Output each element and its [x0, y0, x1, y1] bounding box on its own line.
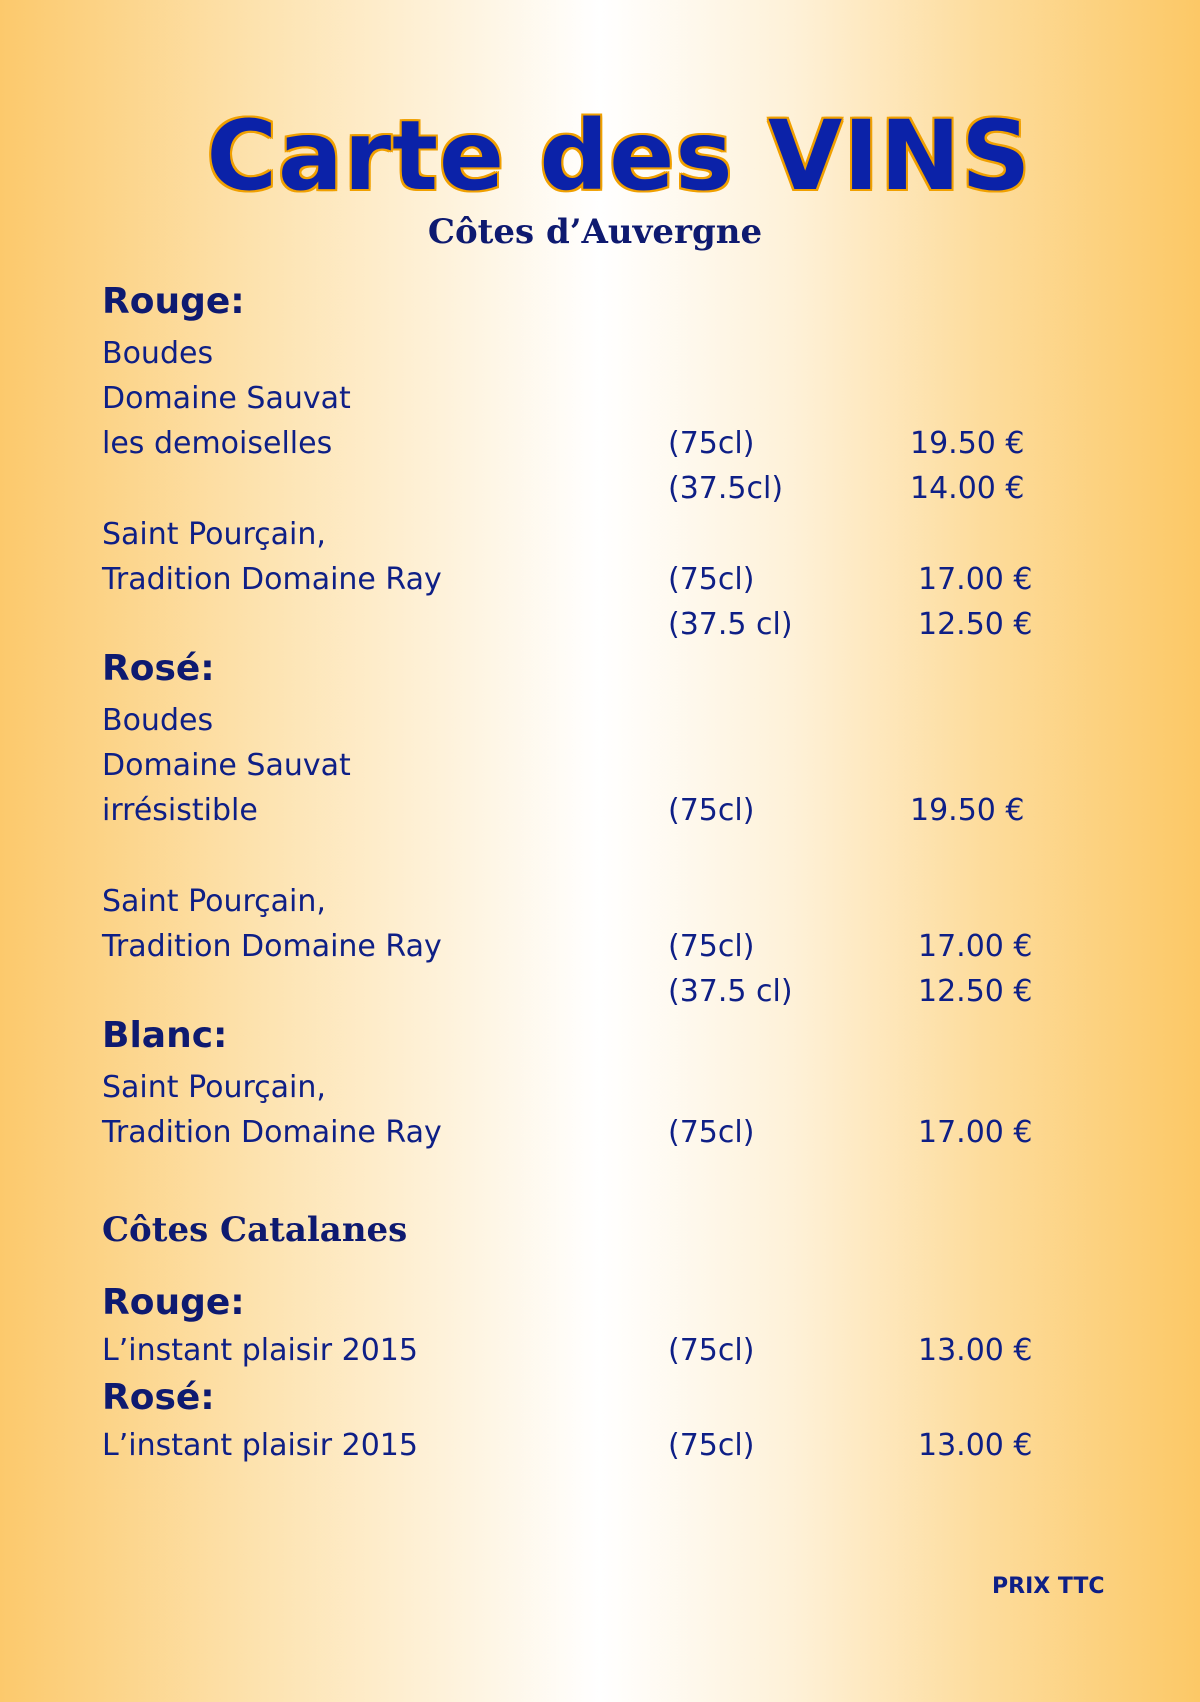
page-title: Carte des VINS — [206, 100, 1032, 212]
wine-line: Domaine Sauvat — [102, 748, 351, 783]
wine-line: L’instant plaisir 2015 — [102, 1333, 418, 1368]
wine-size: (75cl) — [668, 793, 755, 828]
wine-size: (37.5 cl) — [668, 607, 793, 642]
wine-line: Saint Pourçain, — [102, 517, 326, 552]
wine-line: Boudes — [102, 336, 214, 371]
wine-line: Tradition Domaine Ray — [102, 929, 442, 964]
wine-price: 17.00 € — [918, 1115, 1033, 1150]
region-title-auvergne: Côtes d’Auvergne — [427, 212, 763, 252]
wine-size: (75cl) — [668, 1428, 755, 1463]
wine-line: L’instant plaisir 2015 — [102, 1428, 418, 1463]
wine-size: (75cl) — [668, 426, 755, 461]
wine-line: Saint Pourçain, — [102, 884, 326, 919]
region-title-catalanes: Côtes Catalanes — [102, 1210, 408, 1250]
category-rose-catalanes: Rosé: — [102, 1377, 215, 1418]
wine-line: les demoiselles — [102, 426, 333, 461]
wine-price: 17.00 € — [918, 929, 1033, 964]
wine-line: Saint Pourçain, — [102, 1070, 326, 1105]
wine-size: (75cl) — [668, 929, 755, 964]
wine-size: (75cl) — [668, 562, 755, 597]
wine-line: irrésistible — [102, 793, 258, 828]
wine-line: Boudes — [102, 703, 214, 738]
wine-price: 13.00 € — [918, 1333, 1033, 1368]
price-note: PRIX TTC — [992, 1574, 1105, 1599]
wine-line: Tradition Domaine Ray — [102, 1115, 442, 1150]
wine-line: Domaine Sauvat — [102, 381, 351, 416]
category-blanc: Blanc: — [102, 1015, 228, 1056]
wine-price: 17.00 € — [918, 562, 1033, 597]
wine-price: 14.00 € — [910, 471, 1025, 506]
wine-price: 19.50 € — [910, 793, 1025, 828]
wine-price: 12.50 € — [918, 974, 1033, 1009]
wine-price: 12.50 € — [918, 607, 1033, 642]
wine-size: (37.5cl) — [668, 471, 784, 506]
category-rouge-catalanes: Rouge: — [102, 1282, 245, 1323]
category-rose: Rosé: — [102, 648, 215, 689]
wine-price: 13.00 € — [918, 1428, 1033, 1463]
wine-size: (37.5 cl) — [668, 974, 793, 1009]
wine-line: Tradition Domaine Ray — [102, 562, 442, 597]
wine-price: 19.50 € — [910, 426, 1025, 461]
wine-size: (75cl) — [668, 1115, 755, 1150]
wine-size: (75cl) — [668, 1333, 755, 1368]
category-rouge: Rouge: — [102, 281, 245, 322]
